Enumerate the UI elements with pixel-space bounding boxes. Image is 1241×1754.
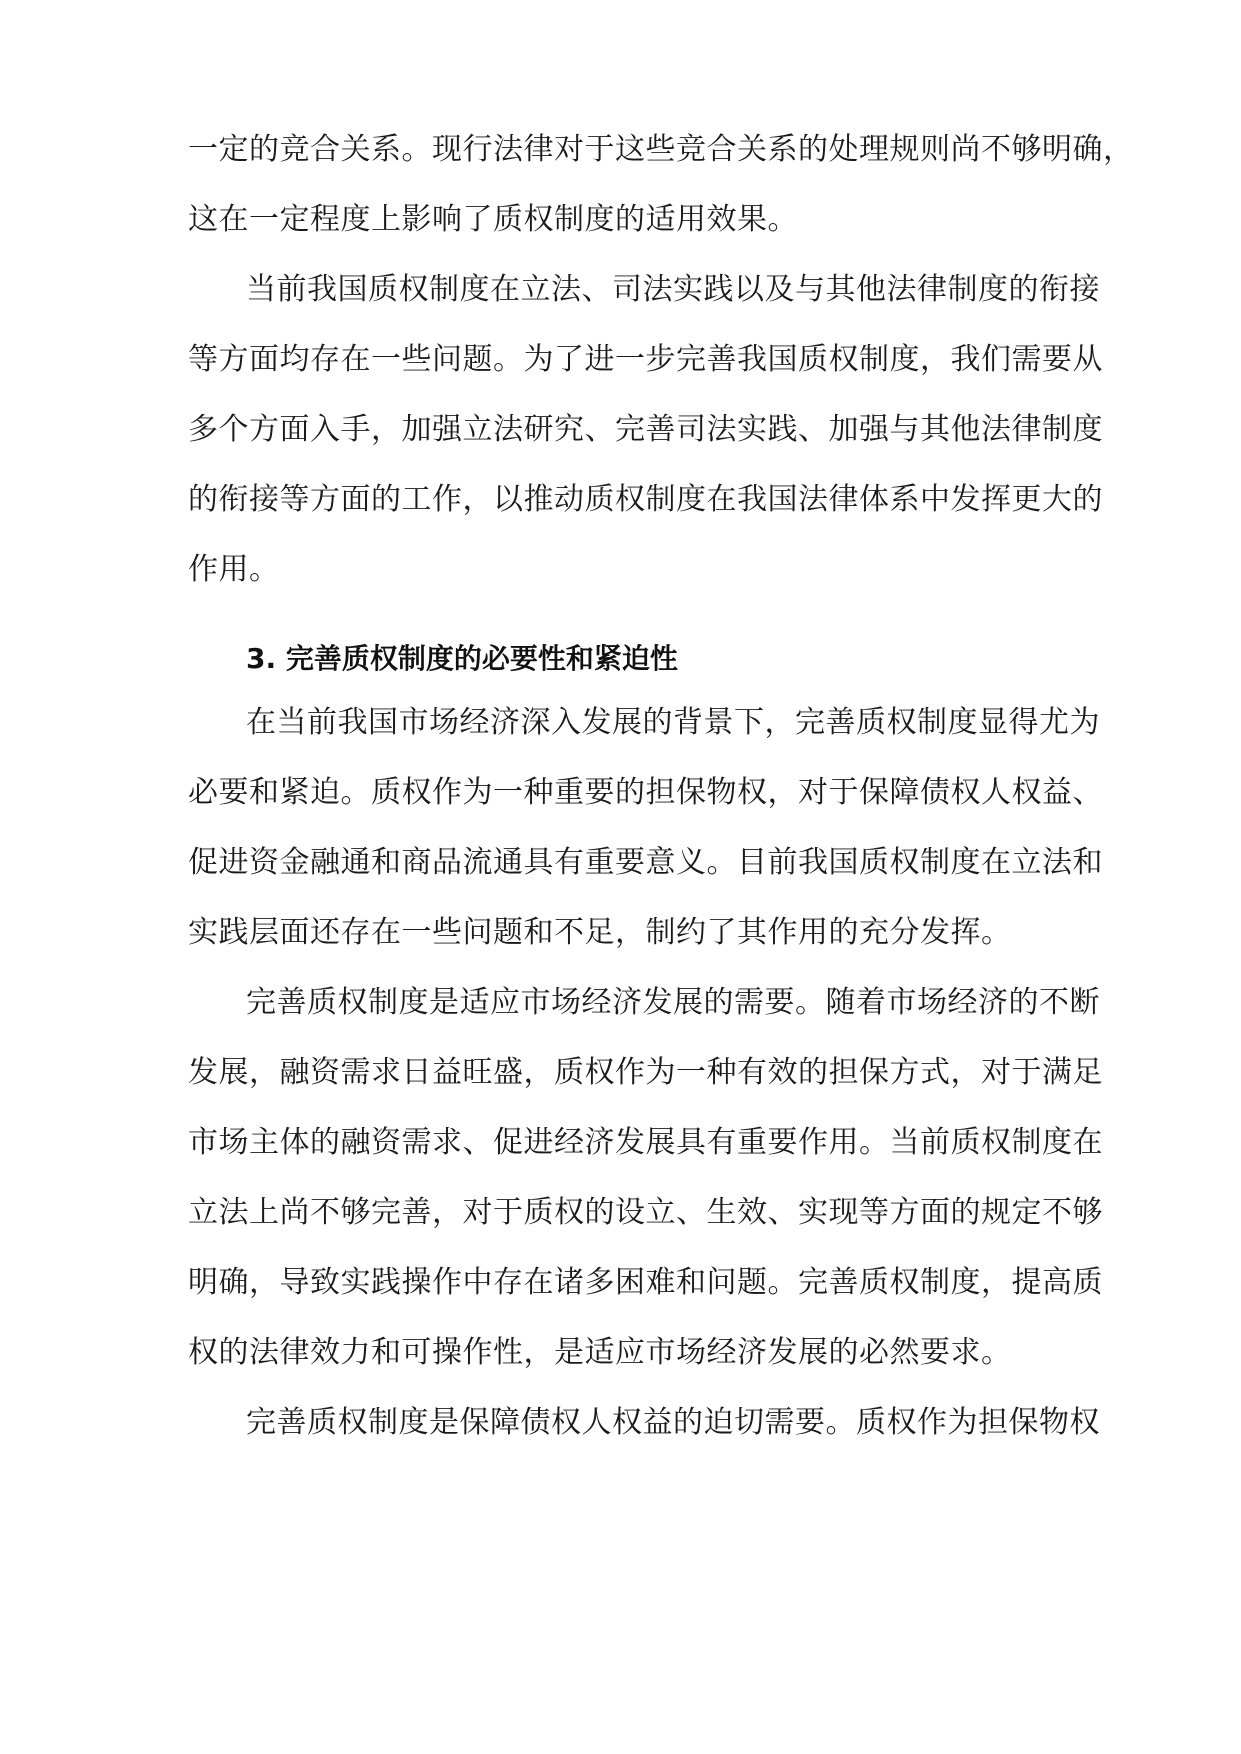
paragraph-start-line: 完善质权制度是适应市场经济发展的需要。随着市场经济的不断 xyxy=(246,985,1100,1020)
text-line: 的衔接等方面的工作，以推动质权制度在我国法律体系中发挥更大的 xyxy=(188,482,1103,517)
text-line: 立法上尚不够完善，对于质权的设立、生效、实现等方面的规定不够 xyxy=(188,1195,1103,1230)
text-line: 市场主体的融资需求、促进经济发展具有重要作用。当前质权制度在 xyxy=(188,1125,1103,1160)
text-line: 多个方面入手，加强立法研究、完善司法实践、加强与其他法律制度 xyxy=(188,412,1103,447)
text-line: 实践层面还存在一些问题和不足，制约了其作用的充分发挥。 xyxy=(188,915,1012,950)
text-line: 作用。 xyxy=(188,552,280,587)
text-line: 促进资金融通和商品流通具有重要意义。目前我国质权制度在立法和 xyxy=(188,845,1103,880)
text-line: 权的法律效力和可操作性，是适应市场经济发展的必然要求。 xyxy=(188,1335,1012,1370)
text-line: 这在一定程度上影响了质权制度的适用效果。 xyxy=(188,202,798,237)
paragraph-start-line: 在当前我国市场经济深入发展的背景下，完善质权制度显得尤为 xyxy=(246,705,1100,740)
text-line: 必要和紧迫。质权作为一种重要的担保物权，对于保障债权人权益、 xyxy=(188,775,1103,810)
text-line: 明确，导致实践操作中存在诸多困难和问题。完善质权制度，提高质 xyxy=(188,1265,1103,1300)
section-heading: 3. 完善质权制度的必要性和紧迫性 xyxy=(246,642,678,675)
text-line: 发展，融资需求日益旺盛，质权作为一种有效的担保方式，对于满足 xyxy=(188,1055,1103,1090)
paragraph-start-line: 完善质权制度是保障债权人权益的迫切需要。质权作为担保物权 xyxy=(246,1405,1100,1440)
text-line: 等方面均存在一些问题。为了进一步完善我国质权制度，我们需要从 xyxy=(188,342,1103,377)
text-line: 一定的竞合关系。现行法律对于这些竞合关系的处理规则尚不够明确， xyxy=(188,132,1134,167)
paragraph-start-line: 当前我国质权制度在立法、司法实践以及与其他法律制度的衔接 xyxy=(246,272,1100,307)
